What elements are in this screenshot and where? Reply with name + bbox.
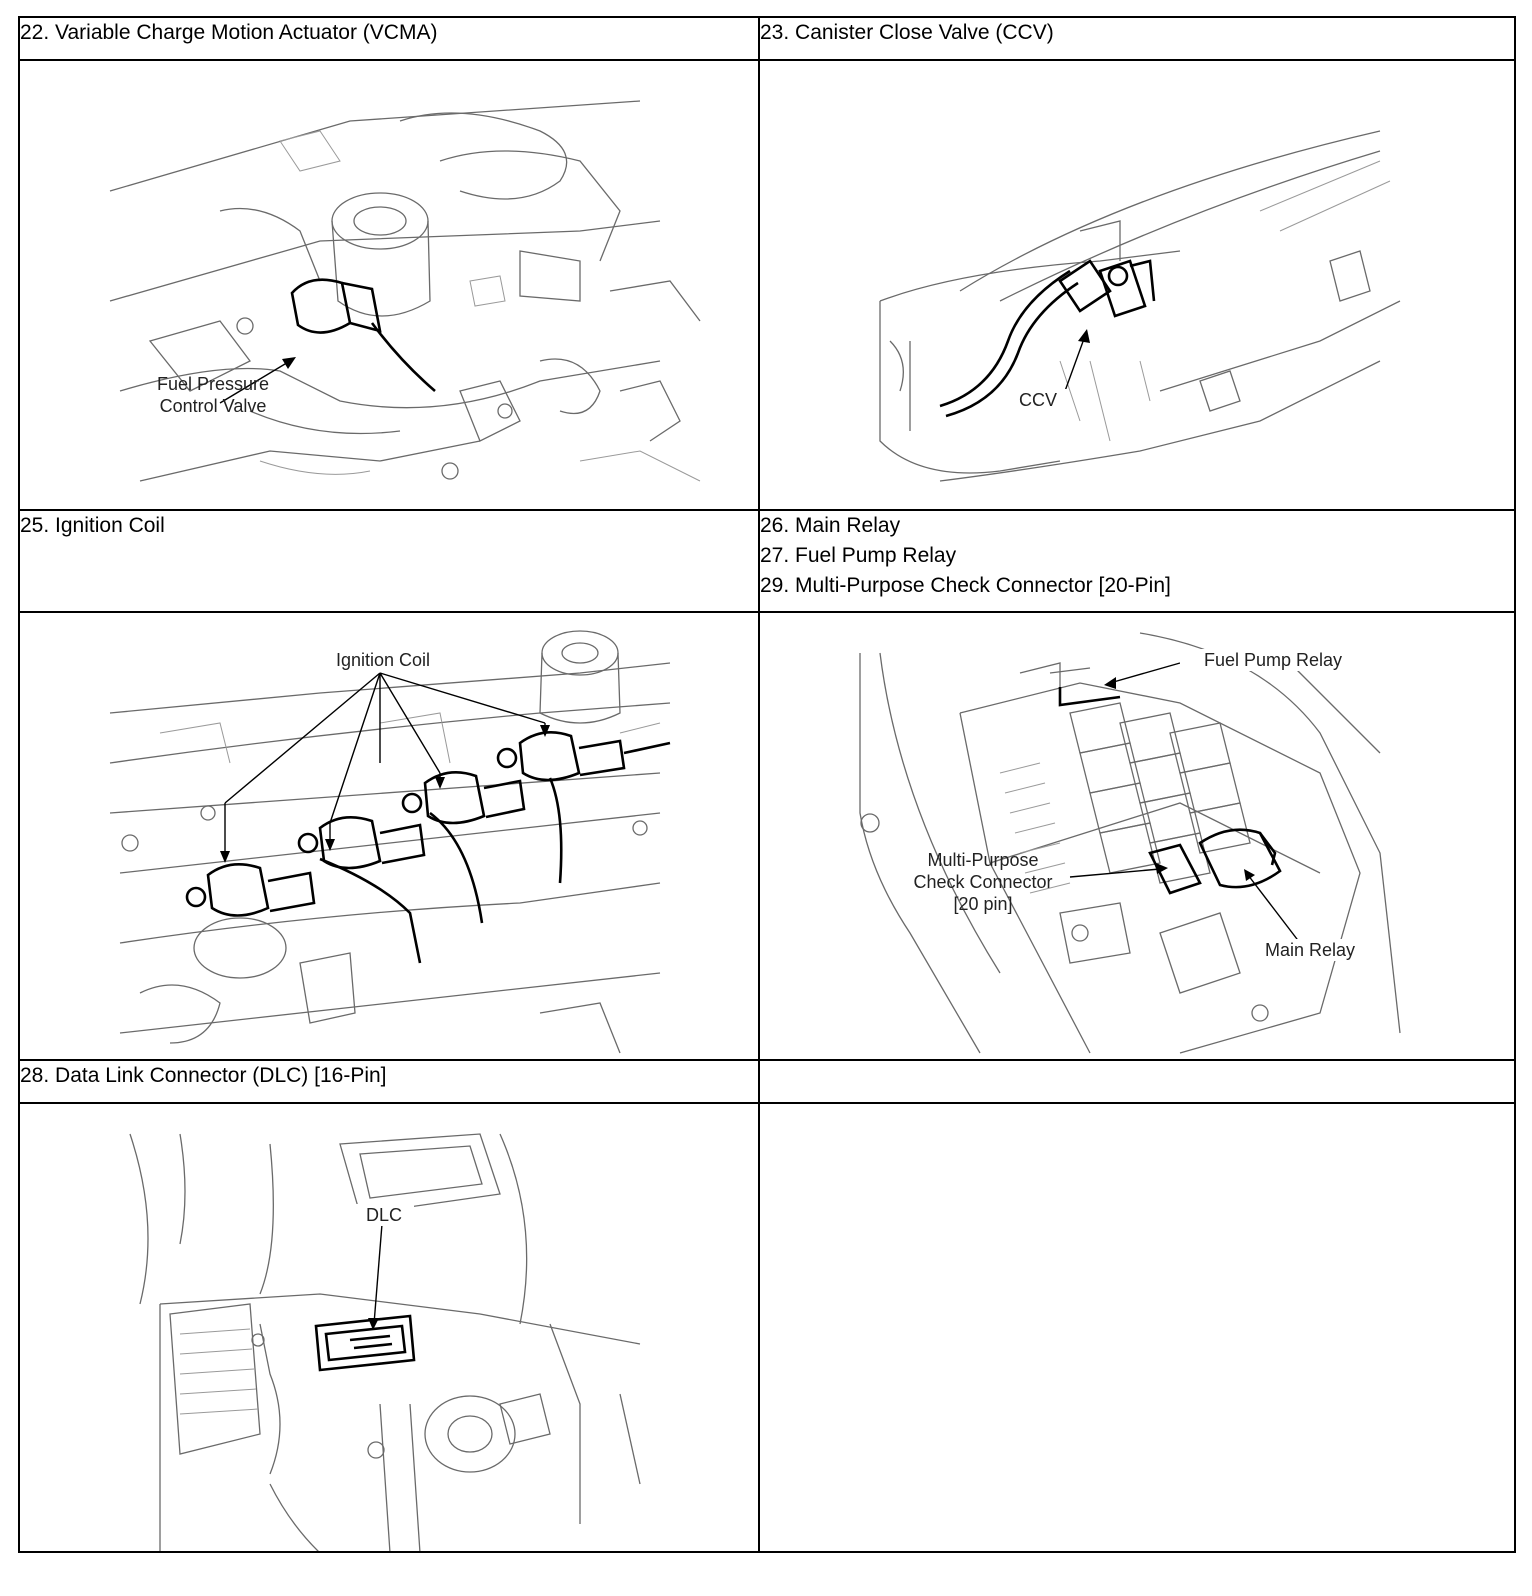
ignition-coil-illustration [20,613,756,1060]
relay-block [1070,703,1250,883]
label-line: Control Valve [159,396,267,416]
coil-1 [187,864,314,915]
cell-26-figure [759,612,1515,1060]
coil-2 [299,817,424,963]
table-row [19,17,1515,60]
ccv-illustration [760,61,1512,510]
label-line: Fuel Pressure [156,374,270,394]
cell-23-header [759,17,1515,60]
multi-purpose-check-connector-label [888,849,1078,915]
table-row [19,612,1515,1060]
cell-25-title: 25. Ignition Coil [20,514,165,537]
empty-cell-figure [759,1103,1515,1552]
cell-25-header [19,510,759,612]
label-line: Multi-Purpose [927,850,1039,870]
cell-25-figure [19,612,759,1060]
cell-22-header [19,17,759,60]
cell-23-title: 23. Canister Close Valve (CCV) [760,21,1054,44]
dlc-label: DLC [354,1204,414,1226]
cell-22-figure [19,60,759,510]
label-line: [20 pin] [953,894,1013,914]
cell-26-header [759,510,1515,612]
ccv-label: CCV [1008,389,1068,411]
coil-3 [403,772,524,923]
cell-22-title: 22. Variable Charge Motion Actuator (VCMA) [20,21,438,44]
cell-27-title: 27. Fuel Pump Relay [760,544,957,567]
cell-29-title: 29. Multi-Purpose Check Connector [20-Pin] [760,574,1171,597]
label-line: Check Connector [913,872,1053,892]
table-row [19,510,1515,612]
main-relay-label: Main Relay [1250,939,1370,961]
fuel-pump-relay-label: Fuel Pump Relay [1180,649,1366,671]
cell-28-figure [19,1103,759,1552]
table-row [19,1103,1515,1552]
table-row [19,1060,1515,1103]
vcma-illustration [20,61,756,510]
cell-28-header [19,1060,759,1103]
ignition-coil-label: Ignition Coil [320,649,446,671]
cell-28-title: 28. Data Link Connector (DLC) [16-Pin] [20,1064,387,1087]
relay-box-illustration [760,613,1512,1060]
component-location-table [18,16,1516,1553]
fuel-pressure-control-valve-label [140,373,286,417]
empty-cell-header [759,1060,1515,1103]
cell-23-figure [759,60,1515,510]
dlc-illustration [20,1104,756,1552]
table-row [19,60,1515,510]
cell-26-title: 26. Main Relay [760,514,901,537]
